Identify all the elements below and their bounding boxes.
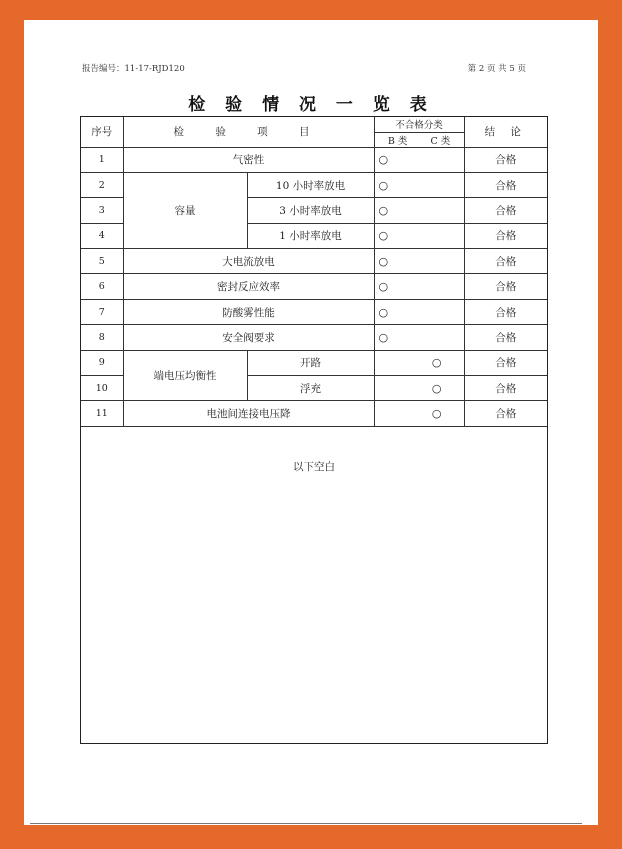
table-row bbox=[81, 325, 547, 350]
inspection-summary-table bbox=[81, 117, 547, 427]
row-item: 防酸雾性能 bbox=[123, 299, 374, 324]
class-c-mark: ○ bbox=[374, 350, 464, 375]
report-number: 报告编号：11-17-RJD120 bbox=[82, 64, 185, 74]
row-conclusion: 合格 bbox=[464, 223, 547, 248]
row-conclusion: 合格 bbox=[464, 350, 547, 375]
row-subitem: 10 小时率放电 bbox=[247, 172, 374, 197]
page-info: 第 2 页 共 5 页 bbox=[467, 64, 526, 74]
row-subitem: 浮充 bbox=[247, 376, 374, 401]
class-b-mark: ○ bbox=[374, 172, 464, 197]
class-b-mark: ○ bbox=[374, 249, 464, 274]
row-item: 安全阀要求 bbox=[123, 325, 374, 350]
row-conclusion: 合格 bbox=[464, 401, 547, 426]
bottom-rule bbox=[30, 823, 582, 824]
class-b-mark: ○ bbox=[374, 198, 464, 223]
col-header-seq: 序号 bbox=[81, 117, 123, 147]
class-c-mark: ○ bbox=[374, 401, 464, 426]
document-title: 检 验 情 况 一 览 表 bbox=[188, 95, 434, 115]
row-seq: 3 bbox=[81, 198, 123, 223]
table-row bbox=[81, 299, 547, 324]
row-subitem: 3 小时率放电 bbox=[247, 198, 374, 223]
class-b-mark: ○ bbox=[374, 274, 464, 299]
table-row bbox=[81, 172, 547, 197]
col-header-classes bbox=[374, 132, 464, 147]
col-header-nonconform: 不合格分类 bbox=[374, 117, 464, 132]
row-group: 端电压均衡性 bbox=[123, 350, 247, 401]
table-row bbox=[81, 350, 547, 375]
table-row bbox=[81, 401, 547, 426]
class-c-mark: ○ bbox=[374, 376, 464, 401]
row-subitem: 开路 bbox=[247, 350, 374, 375]
row-subitem: 1 小时率放电 bbox=[247, 223, 374, 248]
row-conclusion: 合格 bbox=[464, 376, 547, 401]
row-seq: 10 bbox=[81, 376, 123, 401]
row-seq: 4 bbox=[81, 223, 123, 248]
class-b-mark: ○ bbox=[374, 147, 464, 172]
table-header-row bbox=[81, 117, 547, 132]
col-header-conclusion: 结 论 bbox=[464, 117, 547, 147]
row-item: 密封反应效率 bbox=[123, 274, 374, 299]
row-conclusion: 合格 bbox=[464, 147, 547, 172]
row-item: 气密性 bbox=[123, 147, 374, 172]
row-seq: 2 bbox=[81, 172, 123, 197]
table-row bbox=[81, 249, 547, 274]
below-blank-note: 以下空白 bbox=[293, 461, 335, 473]
row-seq: 9 bbox=[81, 350, 123, 375]
col-header-class-b: B 类 bbox=[387, 135, 408, 147]
row-group: 容量 bbox=[123, 172, 247, 248]
document-page bbox=[24, 20, 598, 825]
row-conclusion: 合格 bbox=[464, 325, 547, 350]
row-seq: 1 bbox=[81, 147, 123, 172]
table-row bbox=[81, 147, 547, 172]
row-item: 大电流放电 bbox=[123, 249, 374, 274]
row-seq: 7 bbox=[81, 299, 123, 324]
row-conclusion: 合格 bbox=[464, 299, 547, 324]
table-row bbox=[81, 274, 547, 299]
row-seq: 11 bbox=[81, 401, 123, 426]
row-seq: 6 bbox=[81, 274, 123, 299]
row-conclusion: 合格 bbox=[464, 172, 547, 197]
class-b-mark: ○ bbox=[374, 223, 464, 248]
class-b-mark: ○ bbox=[374, 299, 464, 324]
row-conclusion: 合格 bbox=[464, 274, 547, 299]
row-seq: 5 bbox=[81, 249, 123, 274]
row-conclusion: 合格 bbox=[464, 249, 547, 274]
inspection-table-frame bbox=[80, 116, 548, 744]
class-b-mark: ○ bbox=[374, 325, 464, 350]
col-header-item: 检 验 项 目 bbox=[123, 117, 374, 147]
col-header-class-c: C 类 bbox=[430, 135, 451, 147]
row-conclusion: 合格 bbox=[464, 198, 547, 223]
row-item: 电池间连接电压降 bbox=[123, 401, 374, 426]
row-seq: 8 bbox=[81, 325, 123, 350]
